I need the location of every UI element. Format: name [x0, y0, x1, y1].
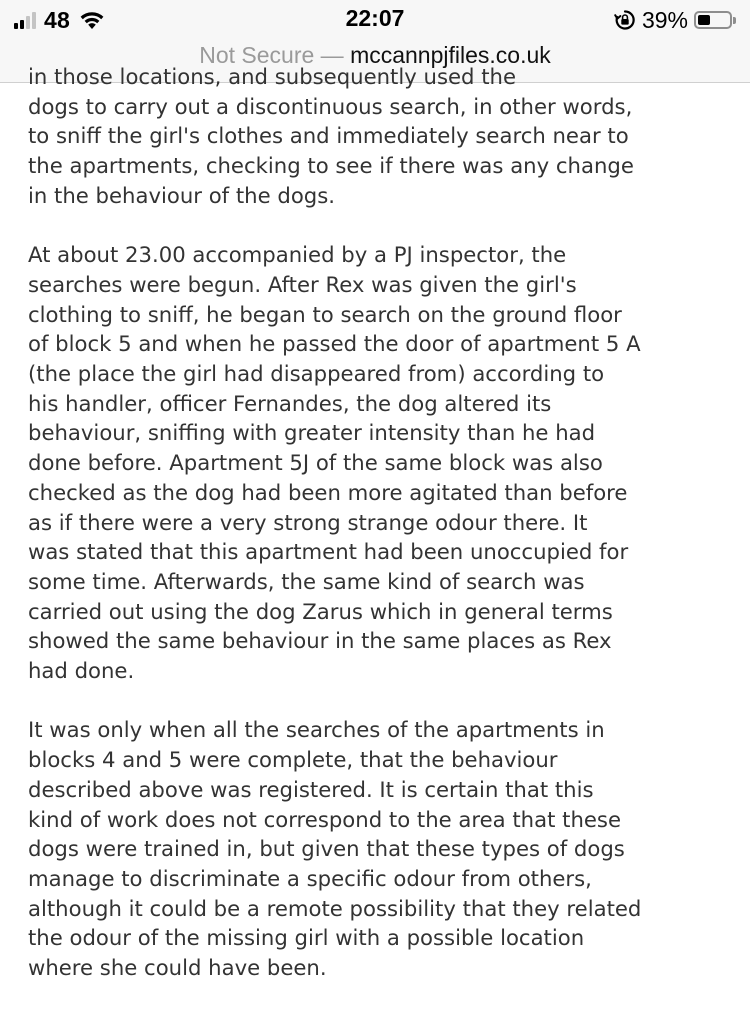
text-line: to sniff the girl's clothes and immediately search near to — [28, 123, 629, 149]
url-domain: mccannpjfiles.co.uk — [350, 42, 551, 68]
battery-percent: 39% — [641, 6, 688, 33]
network-label: 48 — [44, 6, 70, 33]
text-line: blocks 4 and 5 were complete, that the behaviour — [28, 747, 558, 773]
text-line: where she could have been. — [28, 955, 327, 981]
text-line: showed the same behaviour in the same places as Rex — [28, 628, 612, 654]
page-content — [0, 64, 750, 1001]
text-line: had done. — [28, 658, 135, 684]
url-separator: — — [320, 42, 344, 68]
orientation-lock-icon — [614, 9, 636, 31]
text-line: was stated that this apartment had been unoccupied for — [28, 539, 629, 565]
text-line: although it could be a remote possibility that they related — [28, 895, 642, 921]
text-line: in the behaviour of the dogs. — [28, 182, 336, 208]
battery-level-fill — [698, 15, 710, 25]
text-line: searches were begun. After Rex was given the girl's — [28, 271, 577, 297]
text-line: (the place the girl had disappeared from) according to — [28, 361, 605, 387]
battery-nub — [733, 17, 736, 24]
text-line: as if there were a very strong strange odour there. It — [28, 509, 588, 535]
battery-icon — [694, 11, 732, 29]
text-line: At about 23.00 accompanied by a PJ inspector, the — [28, 242, 567, 268]
text-line: of block 5 and when he passed the door of apartment 5 A — [28, 331, 641, 357]
security-warning: Not Secure — [199, 42, 315, 68]
clock: 22:07 — [345, 5, 405, 31]
text-line: the apartments, checking to see if there was any change — [28, 153, 634, 179]
text-line: kind of work does not correspond to the area that these — [28, 806, 621, 832]
article-paragraph — [28, 715, 738, 982]
article-body — [28, 62, 738, 1012]
text-line: behaviour, sniffing with greater intensity than he had — [28, 420, 596, 446]
text-line: some time. Afterwards, the same kind of search was — [28, 568, 585, 594]
text-line: manage to discriminate a specific odour from others, — [28, 865, 592, 891]
text-line: checked as the dog had been more agitated than before — [28, 479, 628, 505]
text-line: described above was registered. It is certain that this — [28, 776, 594, 802]
text-line: his handler, officer Fernandes, the dog altered its — [28, 390, 552, 416]
text-line: dogs to carry out a discontinuous search, in other words, — [28, 93, 633, 119]
text-line: carried out using the dog Zarus which in general terms — [28, 598, 613, 624]
text-line: the odour of the missing girl with a possible location — [28, 925, 585, 951]
status-bar-right — [614, 7, 736, 33]
status-bar — [0, 0, 750, 40]
text-line: dogs were trained in, but given that these types of dogs — [28, 836, 625, 862]
text-line: clothing to sniff, he began to search on the ground floor — [28, 301, 622, 327]
article-paragraph — [28, 240, 738, 686]
text-line: done before. Apartment 5J of the same block was also — [28, 450, 603, 476]
article-paragraph — [28, 62, 738, 211]
text-line: It was only when all the searches of the apartments in — [28, 717, 605, 743]
text-line: in those locations, and subsequently used the — [28, 64, 516, 89]
